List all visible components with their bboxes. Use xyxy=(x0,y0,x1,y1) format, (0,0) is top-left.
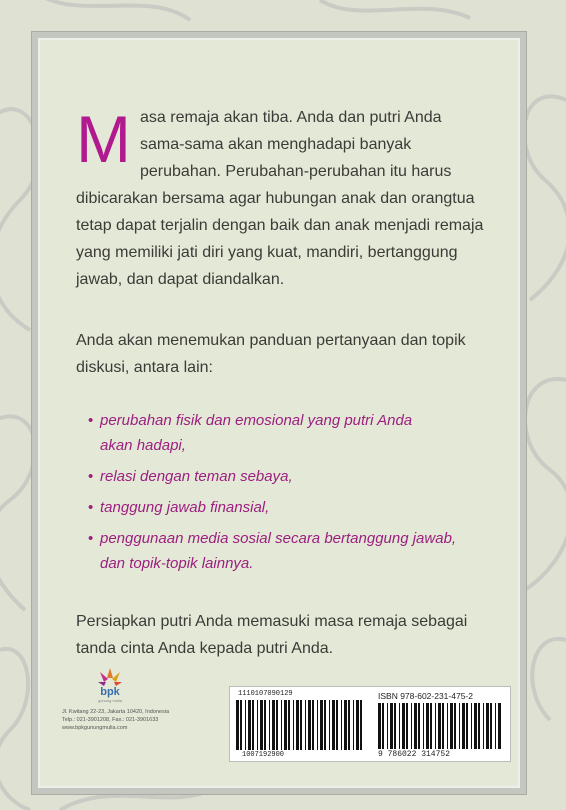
intro-line: sama-sama akan menghadapi banyak xyxy=(140,136,412,153)
list-item xyxy=(90,464,456,489)
publisher-logo xyxy=(80,664,140,704)
back-cover-text xyxy=(76,102,484,662)
paragraph-line: diskusi, antara lain: xyxy=(76,359,213,376)
logo-subtext: gunung mulia xyxy=(97,698,123,703)
list-item-line: • penggunaan media sosial secara bertanggung jawab, xyxy=(100,530,457,547)
intro-line: jawab, dan dapat diandalkan. xyxy=(76,271,285,288)
ean-number: 9 786022 314752 xyxy=(378,750,451,759)
barcode-panel xyxy=(229,686,511,762)
intro-line: tetap dapat terjalin dengan baik dan anak menjadi remaja xyxy=(76,217,484,234)
intro-line: perubahan. Perubahan-perubahan itu harus xyxy=(140,163,452,180)
intro-line: asa remaja akan tiba. Anda dan putri Anda xyxy=(140,109,442,126)
address-line: Jl. Kwitang 22-23, Jakarta 10420, Indonesia xyxy=(62,709,170,715)
barcode-icon xyxy=(236,700,366,750)
intro-line: yang memiliki jati diri yang kuat, mandiri, bertanggung xyxy=(76,244,458,261)
intro-line: dibicarakan bersama agar hubungan anak dan orangtua xyxy=(76,190,475,207)
intro-paragraph xyxy=(76,102,484,293)
list-item-line: • relasi dengan teman sebaya, xyxy=(100,468,293,485)
list-item-line: dan topik-topik lainnya. xyxy=(100,555,254,572)
list-item-line: • tanggung jawab finansial, xyxy=(100,499,270,516)
phone-line: Telp.: 021-3901208, Fax.: 021-3901633 xyxy=(62,717,159,723)
publisher-block xyxy=(62,664,222,732)
list-item-line: akan hadapi, xyxy=(100,437,186,454)
drop-cap: M xyxy=(76,102,131,176)
topics-list xyxy=(76,408,456,576)
publisher-address xyxy=(62,708,222,732)
paragraph-line: Persiapkan putri Anda memasuki masa remaja sebagai xyxy=(76,613,468,630)
barcode-bottom-number: 1007192900 xyxy=(242,751,285,759)
list-item xyxy=(90,495,456,520)
list-item-line: • perubahan fisik dan emosional yang putri Anda xyxy=(100,412,413,429)
topics-intro-paragraph xyxy=(76,327,466,381)
barcode-top-number: 1110107090129 xyxy=(238,690,293,698)
isbn-label: ISBN 978-602-231-475-2 xyxy=(378,691,473,701)
paragraph-line: tanda cinta Anda kepada putri Anda. xyxy=(76,640,334,657)
closing-paragraph xyxy=(76,608,468,662)
list-item xyxy=(90,408,456,458)
list-item xyxy=(90,526,456,576)
website-line: www.bpkgunungmulia.com xyxy=(62,725,128,731)
isbn-barcode-icon xyxy=(378,703,504,749)
paragraph-line: Anda akan menemukan panduan pertanyaan dan topik xyxy=(76,332,466,349)
bpk-logo-icon xyxy=(92,664,128,704)
logo-text: bpk xyxy=(100,686,120,698)
